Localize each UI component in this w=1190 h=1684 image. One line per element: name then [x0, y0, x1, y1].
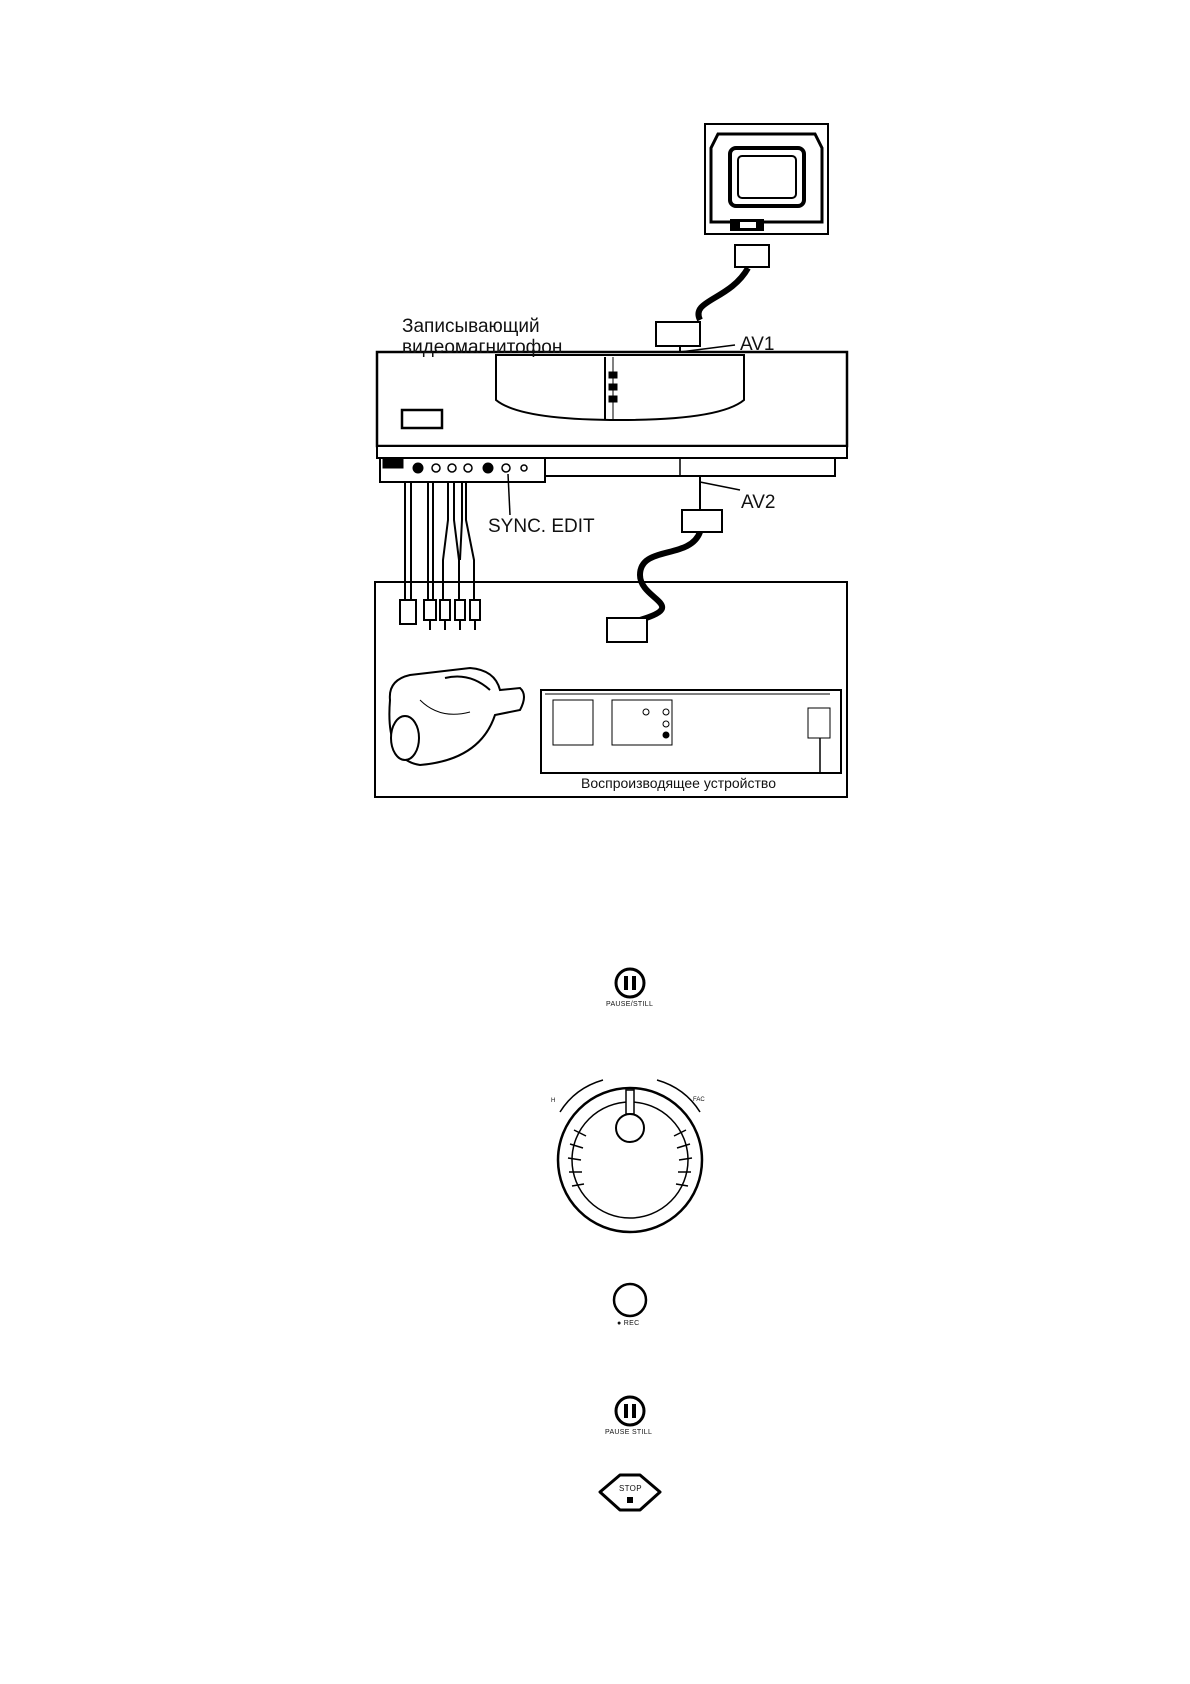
rec-button[interactable] [614, 1284, 646, 1316]
pause-still-label-1: PAUSE/STILL [606, 1001, 654, 1008]
rec-label: ● REC [617, 1320, 640, 1327]
jog-dial[interactable] [558, 1080, 702, 1232]
player-label: Воспроизводящее устройство [581, 775, 776, 791]
av2-label: AV2 [741, 492, 776, 513]
pause-still-label-2: PAUSE STILL [605, 1429, 653, 1436]
jog-left-label: H [551, 1098, 556, 1104]
stop-square-icon [627, 1497, 633, 1503]
recorder-label-line1: Записывающий [402, 316, 540, 337]
recorder-label-line2: видеомагнитофон [402, 337, 563, 358]
av1-label: AV1 [740, 334, 775, 355]
pause-still-button-1[interactable] [616, 969, 644, 997]
stop-label: STOP [619, 1484, 642, 1493]
pause-still-button-2[interactable] [616, 1397, 644, 1425]
jog-right-label: FAC [693, 1097, 705, 1103]
sync-edit-label: SYNC. EDIT [488, 516, 595, 537]
